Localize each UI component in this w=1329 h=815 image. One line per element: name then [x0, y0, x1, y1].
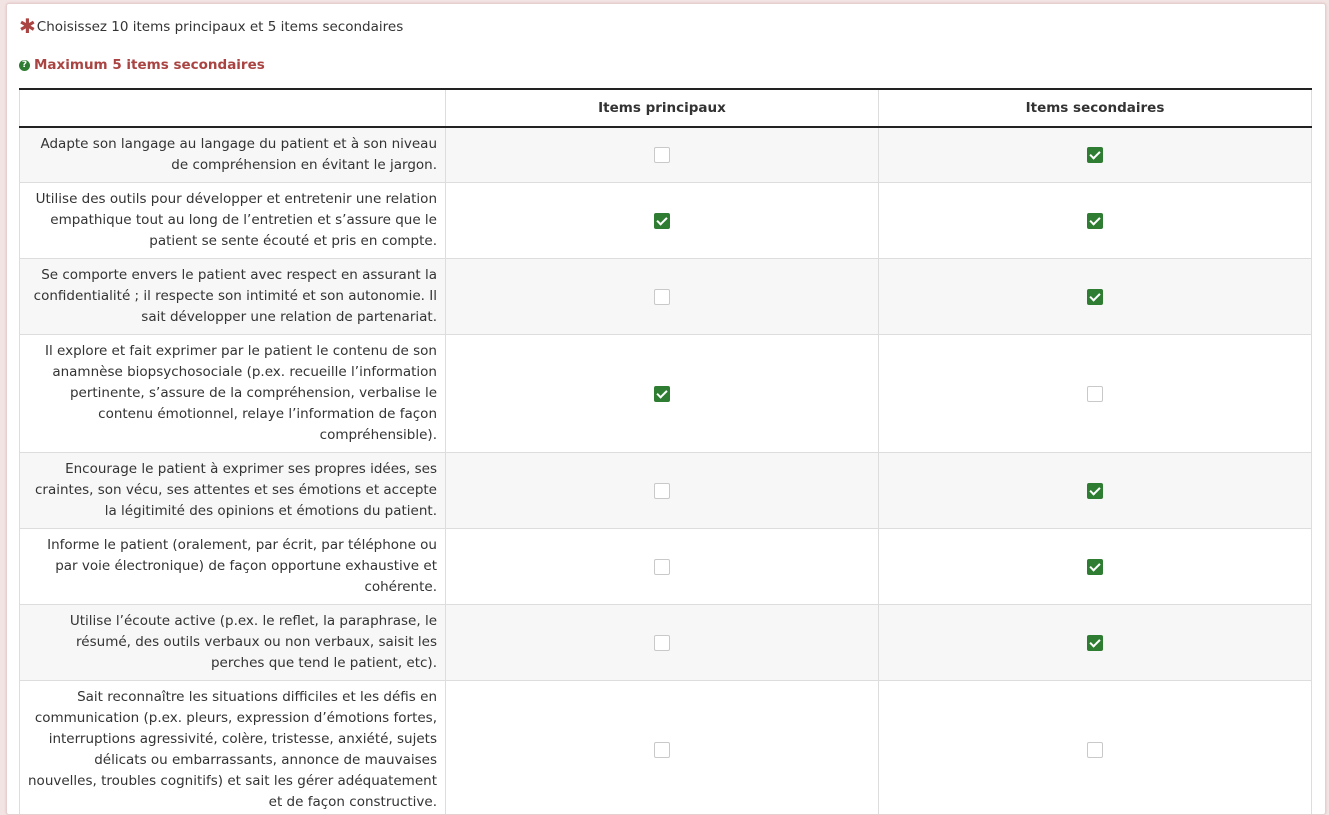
- table-row: [20, 183, 1312, 259]
- checkbox-secondaire[interactable]: [1087, 559, 1103, 575]
- cell-secondaire: [879, 127, 1312, 183]
- checkbox-principal[interactable]: [654, 386, 670, 402]
- cell-secondaire: [879, 259, 1312, 335]
- cell-principal: [446, 605, 879, 681]
- checkbox-principal[interactable]: [654, 742, 670, 758]
- checkbox-principal[interactable]: [654, 147, 670, 163]
- cell-secondaire: [879, 681, 1312, 815]
- cell-secondaire: [879, 335, 1312, 453]
- row-label: Sait reconnaître les situations difficiles et les défis en communication (p.ex. pleurs, expression d’émotions fortes, interruptions agressivité, colère, tristesse, anxiété, sujets délicats ou embarrassants, annonce de mauvaises nouvelles, troubles cognitifs) et sait les gérer adéquatement et de façon constructive.: [20, 681, 446, 815]
- checkbox-principal[interactable]: [654, 213, 670, 229]
- table-row: [20, 605, 1312, 681]
- row-label: Se comporte envers le patient avec respect en assurant la confidentialité ; il respecte son intimité et son autonomie. Il sait développer une relation de partenariat.: [20, 259, 446, 335]
- table-row: [20, 335, 1312, 453]
- checkbox-secondaire[interactable]: [1087, 213, 1103, 229]
- help-tip: [19, 57, 265, 73]
- table-row: [20, 529, 1312, 605]
- header-items-secondaires: Items secondaires: [879, 89, 1312, 127]
- question-card: [6, 3, 1326, 815]
- table-row: [20, 259, 1312, 335]
- checkbox-principal[interactable]: [654, 635, 670, 651]
- table-row: [20, 681, 1312, 815]
- question-label: Choisissez 10 items principaux et 5 items secondaires: [37, 19, 403, 35]
- help-text: Maximum 5 items secondaires: [34, 57, 265, 73]
- cell-secondaire: [879, 183, 1312, 259]
- checkbox-secondaire[interactable]: [1087, 147, 1103, 163]
- checkbox-secondaire[interactable]: [1087, 289, 1103, 305]
- cell-principal: [446, 259, 879, 335]
- required-asterisk: ✱: [19, 14, 36, 38]
- checkbox-principal[interactable]: [654, 559, 670, 575]
- table-row: [20, 453, 1312, 529]
- cell-principal: [446, 183, 879, 259]
- checkbox-principal[interactable]: [654, 289, 670, 305]
- header-empty: [20, 89, 446, 127]
- cell-secondaire: [879, 453, 1312, 529]
- row-label: Encourage le patient à exprimer ses propres idées, ses craintes, son vécu, ses attentes et ses émotions et accepte la légitimité des opinions et émotions du patient.: [20, 453, 446, 529]
- checkbox-principal[interactable]: [654, 483, 670, 499]
- cell-principal: [446, 529, 879, 605]
- row-label: Utilise l’écoute active (p.ex. le reflet, la paraphrase, le résumé, des outils verbaux ou non verbaux, saisit les perches que tend le patient, etc).: [20, 605, 446, 681]
- array-question-table: [19, 88, 1312, 815]
- checkbox-secondaire[interactable]: [1087, 483, 1103, 499]
- question-text: [19, 14, 403, 38]
- table-header-row: [20, 89, 1312, 127]
- cell-principal: [446, 453, 879, 529]
- row-label: Informe le patient (oralement, par écrit, par téléphone ou par voie électronique) de façon opportune exhaustive et cohérente.: [20, 529, 446, 605]
- checkbox-secondaire[interactable]: [1087, 635, 1103, 651]
- checkbox-secondaire[interactable]: [1087, 386, 1103, 402]
- question-circle-icon: ?: [19, 60, 30, 71]
- cell-principal: [446, 127, 879, 183]
- row-label: Il explore et fait exprimer par le patient le contenu de son anamnèse biopsychosociale (p.ex. recueille l’information pertinente, s’assure de la compréhension, verbalise le contenu émotionnel, relaye l’information de façon compréhensible).: [20, 335, 446, 453]
- cell-principal: [446, 681, 879, 815]
- table-row: [20, 127, 1312, 183]
- checkbox-secondaire[interactable]: [1087, 742, 1103, 758]
- cell-principal: [446, 335, 879, 453]
- cell-secondaire: [879, 529, 1312, 605]
- row-label: Adapte son langage au langage du patient et à son niveau de compréhension en évitant le jargon.: [20, 127, 446, 183]
- cell-secondaire: [879, 605, 1312, 681]
- row-label: Utilise des outils pour développer et entretenir une relation empathique tout au long de l’entretien et s’assure que le patient se sente écouté et pris en compte.: [20, 183, 446, 259]
- header-items-principaux: Items principaux: [446, 89, 879, 127]
